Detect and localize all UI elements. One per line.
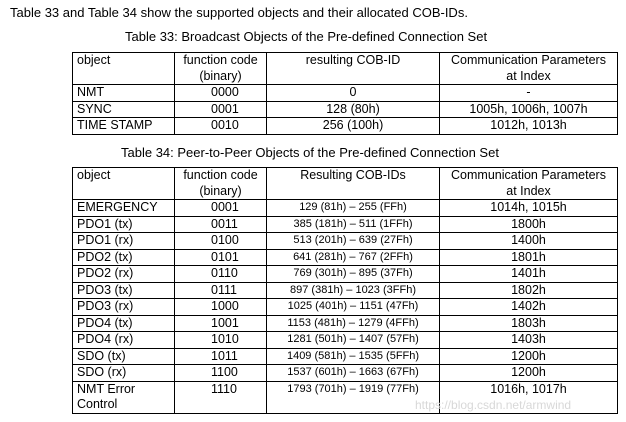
cell-object: SDO (rx) — [73, 365, 175, 382]
table-row — [73, 266, 618, 283]
cell-function-code: 0001 — [175, 200, 267, 217]
header-comm-params — [440, 168, 618, 200]
header-cp-line2: at Index — [506, 183, 551, 198]
header-function-code — [175, 168, 267, 200]
cell-cob-id: 1537 (601h) – 1663 (67Fh) — [267, 365, 440, 382]
header-cob-id: Resulting COB-IDs — [267, 168, 440, 200]
cell-comm-params: 1200h — [440, 365, 618, 382]
header-comm-params — [440, 53, 618, 85]
cell-cob-id: 1409 (581h) – 1535 (5FFh) — [267, 348, 440, 365]
cell-function-code: 1001 — [175, 315, 267, 332]
cell-cob-id: 641 (281h) – 767 (2FFh) — [267, 249, 440, 266]
cell-function-code: 0011 — [175, 216, 267, 233]
cell-cob-id: 0 — [267, 85, 440, 102]
cell-comm-params: 1801h — [440, 249, 618, 266]
header-fc-line1: function code — [183, 53, 258, 67]
cell-function-code: 1100 — [175, 365, 267, 382]
cell-object: PDO4 (tx) — [73, 315, 175, 332]
header-fc-line1: function code — [183, 168, 258, 182]
header-cp-line2: at Index — [506, 68, 551, 83]
cell-function-code: 1010 — [175, 332, 267, 349]
table-row — [73, 299, 618, 316]
cell-object: SYNC — [73, 101, 175, 118]
header-object: object — [73, 53, 175, 85]
cell-comm-params: - — [440, 85, 618, 102]
cell-cob-id: 256 (100h) — [267, 118, 440, 135]
table-header-row — [73, 53, 618, 85]
cell-object: PDO2 (rx) — [73, 266, 175, 283]
cell-comm-params: 1402h — [440, 299, 618, 316]
cell-function-code: 0111 — [175, 282, 267, 299]
cell-cob-id: 128 (80h) — [267, 101, 440, 118]
cell-cob-id: 385 (181h) – 511 (1FFh) — [267, 216, 440, 233]
cell-comm-params: 1800h — [440, 216, 618, 233]
table-row — [73, 233, 618, 250]
header-function-code — [175, 53, 267, 85]
table-34-caption: Table 34: Peer-to-Peer Objects of the Pre-defined Connection Set — [121, 145, 499, 160]
table-33 — [72, 52, 618, 135]
cell-cob-id: 129 (81h) – 255 (FFh) — [267, 200, 440, 217]
cell-object: PDO1 (rx) — [73, 233, 175, 250]
header-cp-line1: Communication Parameters — [451, 168, 606, 182]
cell-object: EMERGENCY — [73, 200, 175, 217]
cell-object: SDO (tx) — [73, 348, 175, 365]
cell-cob-id: 1793 (701h) – 1919 (77Fh) — [267, 381, 440, 413]
table-34 — [72, 167, 618, 414]
table-row — [73, 216, 618, 233]
cell-function-code: 0101 — [175, 249, 267, 266]
table-row — [73, 282, 618, 299]
table-row — [73, 315, 618, 332]
table-row — [73, 85, 618, 102]
cell-object: PDO3 (tx) — [73, 282, 175, 299]
cell-cob-id: 897 (381h) – 1023 (3FFh) — [267, 282, 440, 299]
header-cp-line1: Communication Parameters — [451, 53, 606, 67]
cell-comm-params: 1012h, 1013h — [440, 118, 618, 135]
cell-function-code: 0000 — [175, 85, 267, 102]
cell-function-code: 1000 — [175, 299, 267, 316]
cell-object: PDO2 (tx) — [73, 249, 175, 266]
table-row — [73, 200, 618, 217]
cell-comm-params: 1200h — [440, 348, 618, 365]
cell-comm-params: 1400h — [440, 233, 618, 250]
cell-object: PDO3 (rx) — [73, 299, 175, 316]
cell-function-code: 1110 — [175, 381, 267, 413]
cell-object: NMT — [73, 85, 175, 102]
header-object: object — [73, 168, 175, 200]
cell-cob-id: 1025 (401h) – 1151 (47Fh) — [267, 299, 440, 316]
cell-function-code: 0010 — [175, 118, 267, 135]
cell-object-line1: NMT Error — [77, 381, 136, 396]
table-header-row — [73, 168, 618, 200]
cell-object-line2: Control — [77, 397, 118, 411]
intro-text: Table 33 and Table 34 show the supported objects and their allocated COB-IDs. — [10, 5, 468, 20]
cell-function-code: 1011 — [175, 348, 267, 365]
cell-function-code: 0100 — [175, 233, 267, 250]
table-row — [73, 101, 618, 118]
cell-comm-params: 1005h, 1006h, 1007h — [440, 101, 618, 118]
cell-comm-params: 1403h — [440, 332, 618, 349]
table-33-caption: Table 33: Broadcast Objects of the Pre-defined Connection Set — [125, 29, 488, 44]
table-row — [73, 118, 618, 135]
header-cob-id: resulting COB-ID — [267, 53, 440, 85]
cell-cob-id: 1281 (501h) – 1407 (57Fh) — [267, 332, 440, 349]
cell-comm-params: 1016h, 1017h — [440, 381, 618, 413]
cell-function-code: 0001 — [175, 101, 267, 118]
cell-comm-params: 1014h, 1015h — [440, 200, 618, 217]
cell-object: PDO4 (rx) — [73, 332, 175, 349]
cell-comm-params: 1401h — [440, 266, 618, 283]
header-fc-line2: (binary) — [199, 183, 242, 198]
header-fc-line2: (binary) — [199, 68, 242, 83]
table-row — [73, 332, 618, 349]
cell-comm-params: 1803h — [440, 315, 618, 332]
table-row — [73, 365, 618, 382]
cell-object: PDO1 (tx) — [73, 216, 175, 233]
cell-function-code: 0110 — [175, 266, 267, 283]
cell-cob-id: 1153 (481h) – 1279 (4FFh) — [267, 315, 440, 332]
cell-cob-id: 769 (301h) – 895 (37Fh) — [267, 266, 440, 283]
cell-object: TIME STAMP — [73, 118, 175, 135]
watermark-text: https://blog.csdn.net/armwind — [415, 398, 572, 412]
table-row — [73, 249, 618, 266]
cell-comm-params: 1802h — [440, 282, 618, 299]
table-row — [73, 348, 618, 365]
cell-object — [73, 381, 175, 413]
cell-cob-id: 513 (201h) – 639 (27Fh) — [267, 233, 440, 250]
